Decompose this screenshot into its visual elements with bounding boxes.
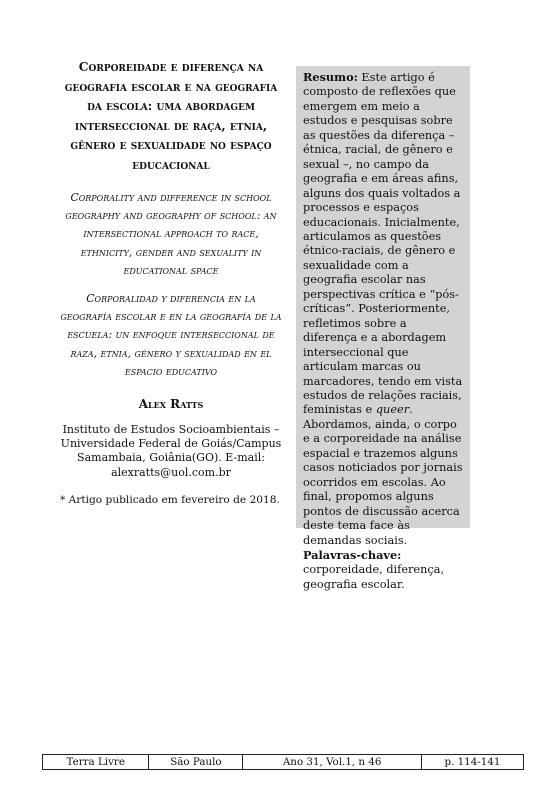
keywords-label: Palavras-chave:	[303, 547, 402, 562]
article-title-english: Corporality and difference in school geography and geography of school: an intersectional approach to race, ethnicity, gender and sexuality in educational space	[65, 191, 277, 277]
publication-footnote: * Artigo publicado em fevereiro de 2018.	[60, 493, 280, 506]
keywords-text: corporeidade, diferença, geografia escolar.	[303, 563, 445, 591]
abstract-italic-term: queer	[375, 403, 410, 417]
author-name: Alex Ratts	[138, 397, 204, 412]
abstract-label: Resumo:	[303, 70, 358, 84]
footer-volume: Ano 31, Vol.1, n 46	[243, 755, 421, 770]
footer-journal: Terra Livre	[43, 755, 149, 770]
abstract-text: Este artigo é composto de reflexões que emergem em meio a estudos e pesquisas sobre as questões da diferença – étnica, racial, de gênero e sexual –, no campo da geografia e em áreas afins, alguns dos quais voltados a processos e espaços educacionais. Inicialmente, articulamos as questões étnico-raciais, de gênero e sexualidade com a geografia escolar nas perspectivas crítica e “pós-críticas”. Posteriormente, refletimos sobre a diferença e a abordagem interseccional que articulam marcas ou marcadores, tendo em vista estudos de relações raciais, feministas e	[303, 71, 463, 417]
author-affiliation: Instituto de Estudos Socioambientais – Universidade Federal de Goiás/Campus Samambaia, Goiânia(GO). E-mail: alexratts@uol.com.br	[60, 423, 282, 479]
abstract-box	[296, 66, 470, 591]
article-title-spanish: Corporalidad y diferencia en la geografía escolar e en la geografía de la escuela: un enfoque interseccional de raza, etnia, género y sexualidad en el espacio educativo	[60, 292, 282, 378]
page-footer	[42, 754, 524, 770]
article-title-portuguese: Corporeidade e diferença na geografia escolar e na geografia da escola: uma abordagem interseccional de raça, etnia, gênero e sexualidade no espaço educacional	[64, 60, 278, 172]
abstract-text-continued: . Abordamos, ainda, o corpo e a corporeidade na análise espacial e trazemos alguns casos noticiados por jornais ocorridos em escolas. Ao final, propomos alguns pontos de discussão acerca deste tema face às demandas sociais.	[303, 403, 463, 547]
title-block	[60, 58, 282, 506]
footer-pages: p. 114-141	[421, 755, 523, 770]
footer-city: São Paulo	[149, 755, 243, 770]
